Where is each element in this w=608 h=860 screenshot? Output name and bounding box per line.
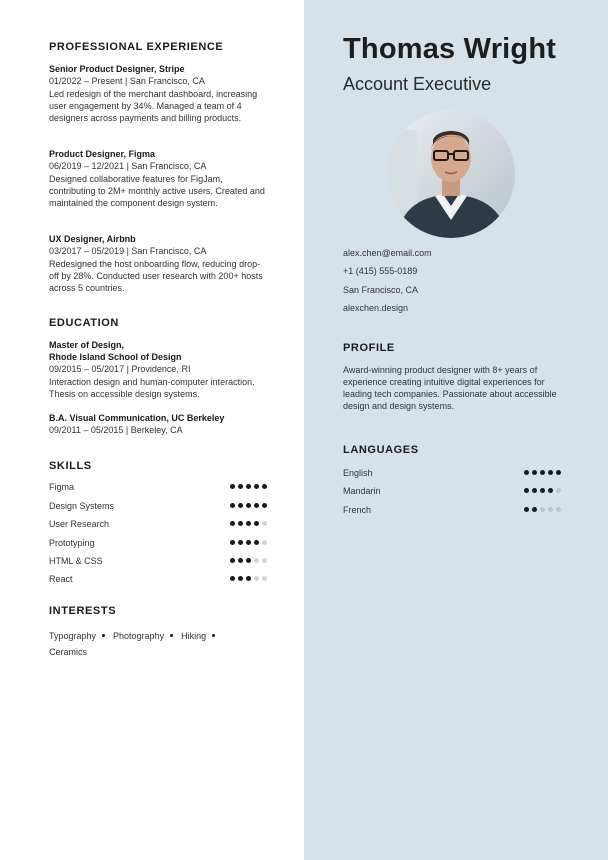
rating-dot-filled bbox=[532, 507, 537, 512]
rating-dot-filled bbox=[238, 558, 243, 563]
language-label: Mandarin bbox=[343, 486, 381, 496]
rating-dot-empty bbox=[556, 507, 561, 512]
interest-item: Hiking bbox=[181, 631, 207, 641]
job-description: Redesigned the host onboarding flow, reducing drop-off by 28%. Conducted user research with 200+ hosts across 5 countries. bbox=[49, 259, 263, 293]
education-description: Interaction design and human-computer interaction. Thesis on accessible design systems. bbox=[49, 377, 255, 399]
rating-dot-filled bbox=[230, 540, 235, 545]
rating-dot-filled bbox=[540, 488, 545, 493]
skill-row bbox=[49, 537, 267, 549]
contact-email[interactable]: alex.chen@email.com bbox=[343, 248, 432, 258]
skill-row bbox=[49, 555, 267, 567]
job-description: Led redesign of the merchant dashboard, increasing user engagement by 34%. Managed a team of 4 designers across payments and billing products. bbox=[49, 89, 258, 123]
rating-dot-empty bbox=[262, 576, 267, 581]
rating-dot-filled bbox=[230, 576, 235, 581]
skill-rating bbox=[230, 576, 267, 581]
candidate-name: Thomas Wright bbox=[343, 33, 557, 65]
rating-dot-empty bbox=[548, 507, 553, 512]
rating-dot-filled bbox=[238, 503, 243, 508]
school-line: Rhode Island School of Design bbox=[49, 352, 182, 362]
skill-row bbox=[49, 481, 267, 493]
bullet-icon bbox=[102, 634, 105, 637]
interest-item: Ceramics bbox=[49, 647, 88, 657]
job-entry bbox=[49, 233, 269, 294]
rating-dot-filled bbox=[524, 507, 529, 512]
experience-heading: PROFESSIONAL EXPERIENCE bbox=[49, 41, 224, 53]
portrait-icon bbox=[387, 110, 515, 238]
skill-label: User Research bbox=[49, 519, 110, 529]
rating-dot-empty bbox=[262, 540, 267, 545]
education-entry bbox=[49, 339, 269, 400]
rating-dot-filled bbox=[524, 488, 529, 493]
profile-heading: PROFILE bbox=[343, 342, 395, 354]
skill-label: Design Systems bbox=[49, 501, 115, 511]
job-meta: 01/2022 – Present | San Francisco, CA bbox=[49, 76, 205, 86]
rating-dot-filled bbox=[238, 576, 243, 581]
job-meta: 03/2017 – 05/2019 | San Francisco, CA bbox=[49, 246, 207, 256]
job-description: Designed collaborative features for FigJam, contributing to 2M+ monthly active users. Created and maintained the component design system. bbox=[49, 174, 265, 208]
rating-dot-filled bbox=[246, 521, 251, 526]
rating-dot-filled bbox=[246, 484, 251, 489]
rating-dot-empty bbox=[262, 558, 267, 563]
rating-dot-filled bbox=[262, 484, 267, 489]
skill-row bbox=[49, 573, 267, 585]
job-title: Product Designer, Figma bbox=[49, 149, 156, 159]
job-title: Senior Product Designer, Stripe bbox=[49, 64, 185, 74]
language-label: English bbox=[343, 468, 373, 478]
skill-label: Figma bbox=[49, 482, 75, 492]
bullet-icon bbox=[212, 634, 215, 637]
rating-dot-filled bbox=[246, 558, 251, 563]
contact-website[interactable]: alexchen.design bbox=[343, 303, 409, 313]
rating-dot-filled bbox=[262, 503, 267, 508]
rating-dot-filled bbox=[254, 503, 259, 508]
rating-dot-filled bbox=[524, 470, 529, 475]
candidate-role: Account Executive bbox=[343, 74, 492, 94]
education-meta: 09/2015 – 05/2017 | Providence, RI bbox=[49, 364, 191, 374]
contact-phone: +1 (415) 555-0189 bbox=[343, 266, 418, 276]
language-rating bbox=[524, 470, 561, 475]
skill-rating bbox=[230, 484, 267, 489]
language-row bbox=[343, 504, 561, 516]
language-rating bbox=[524, 507, 561, 512]
rating-dot-filled bbox=[540, 470, 545, 475]
rating-dot-filled bbox=[254, 521, 259, 526]
rating-dot-empty bbox=[254, 558, 259, 563]
job-entry bbox=[49, 148, 269, 209]
skill-rating bbox=[230, 521, 267, 526]
rating-dot-filled bbox=[548, 488, 553, 493]
rating-dot-filled bbox=[254, 540, 259, 545]
rating-dot-filled bbox=[230, 484, 235, 489]
education-meta: 09/2011 – 05/2015 | Berkeley, CA bbox=[49, 425, 183, 435]
job-meta: 06/2019 – 12/2021 | San Francisco, CA bbox=[49, 161, 207, 171]
language-row bbox=[343, 485, 561, 497]
rating-dot-filled bbox=[238, 540, 243, 545]
skill-label: HTML & CSS bbox=[49, 556, 103, 566]
rating-dot-filled bbox=[254, 484, 259, 489]
rating-dot-filled bbox=[548, 470, 553, 475]
rating-dot-empty bbox=[556, 488, 561, 493]
skill-label: Prototyping bbox=[49, 538, 95, 548]
education-entry bbox=[49, 412, 269, 436]
contact-location: San Francisco, CA bbox=[343, 285, 419, 295]
language-label: French bbox=[343, 505, 372, 515]
interest-item: Photography bbox=[113, 631, 165, 641]
profile-photo bbox=[387, 110, 515, 238]
skill-rating bbox=[230, 540, 267, 545]
skill-row bbox=[49, 518, 267, 530]
skill-rating bbox=[230, 503, 267, 508]
bullet-icon bbox=[170, 634, 173, 637]
skill-rating bbox=[230, 558, 267, 563]
rating-dot-filled bbox=[556, 470, 561, 475]
language-row bbox=[343, 467, 561, 479]
interests-heading: INTERESTS bbox=[49, 605, 117, 617]
skills-heading: SKILLS bbox=[49, 460, 92, 472]
rating-dot-filled bbox=[532, 470, 537, 475]
rating-dot-filled bbox=[238, 484, 243, 489]
education-heading: EDUCATION bbox=[49, 317, 119, 329]
rating-dot-filled bbox=[532, 488, 537, 493]
degree-line: B.A. Visual Communication, UC Berkeley bbox=[49, 413, 225, 423]
rating-dot-filled bbox=[230, 558, 235, 563]
job-entry bbox=[49, 63, 269, 124]
skill-row bbox=[49, 500, 267, 512]
languages-heading: LANGUAGES bbox=[343, 444, 419, 456]
rating-dot-empty bbox=[254, 576, 259, 581]
rating-dot-empty bbox=[262, 521, 267, 526]
rating-dot-filled bbox=[246, 503, 251, 508]
job-title: UX Designer, Airbnb bbox=[49, 234, 136, 244]
interest-item: Typography bbox=[49, 631, 97, 641]
rating-dot-empty bbox=[540, 507, 545, 512]
rating-dot-filled bbox=[246, 576, 251, 581]
profile-summary: Award-winning product designer with 8+ years of experience creating intuitive digital experiences for leading tech companies. Passionate about accessible design and design systems. bbox=[343, 365, 557, 411]
rating-dot-filled bbox=[238, 521, 243, 526]
rating-dot-filled bbox=[246, 540, 251, 545]
rating-dot-filled bbox=[230, 503, 235, 508]
interests-list bbox=[49, 628, 249, 660]
degree-line: Master of Design, bbox=[49, 340, 125, 350]
language-rating bbox=[524, 488, 561, 493]
skill-label: React bbox=[49, 574, 73, 584]
rating-dot-filled bbox=[230, 521, 235, 526]
